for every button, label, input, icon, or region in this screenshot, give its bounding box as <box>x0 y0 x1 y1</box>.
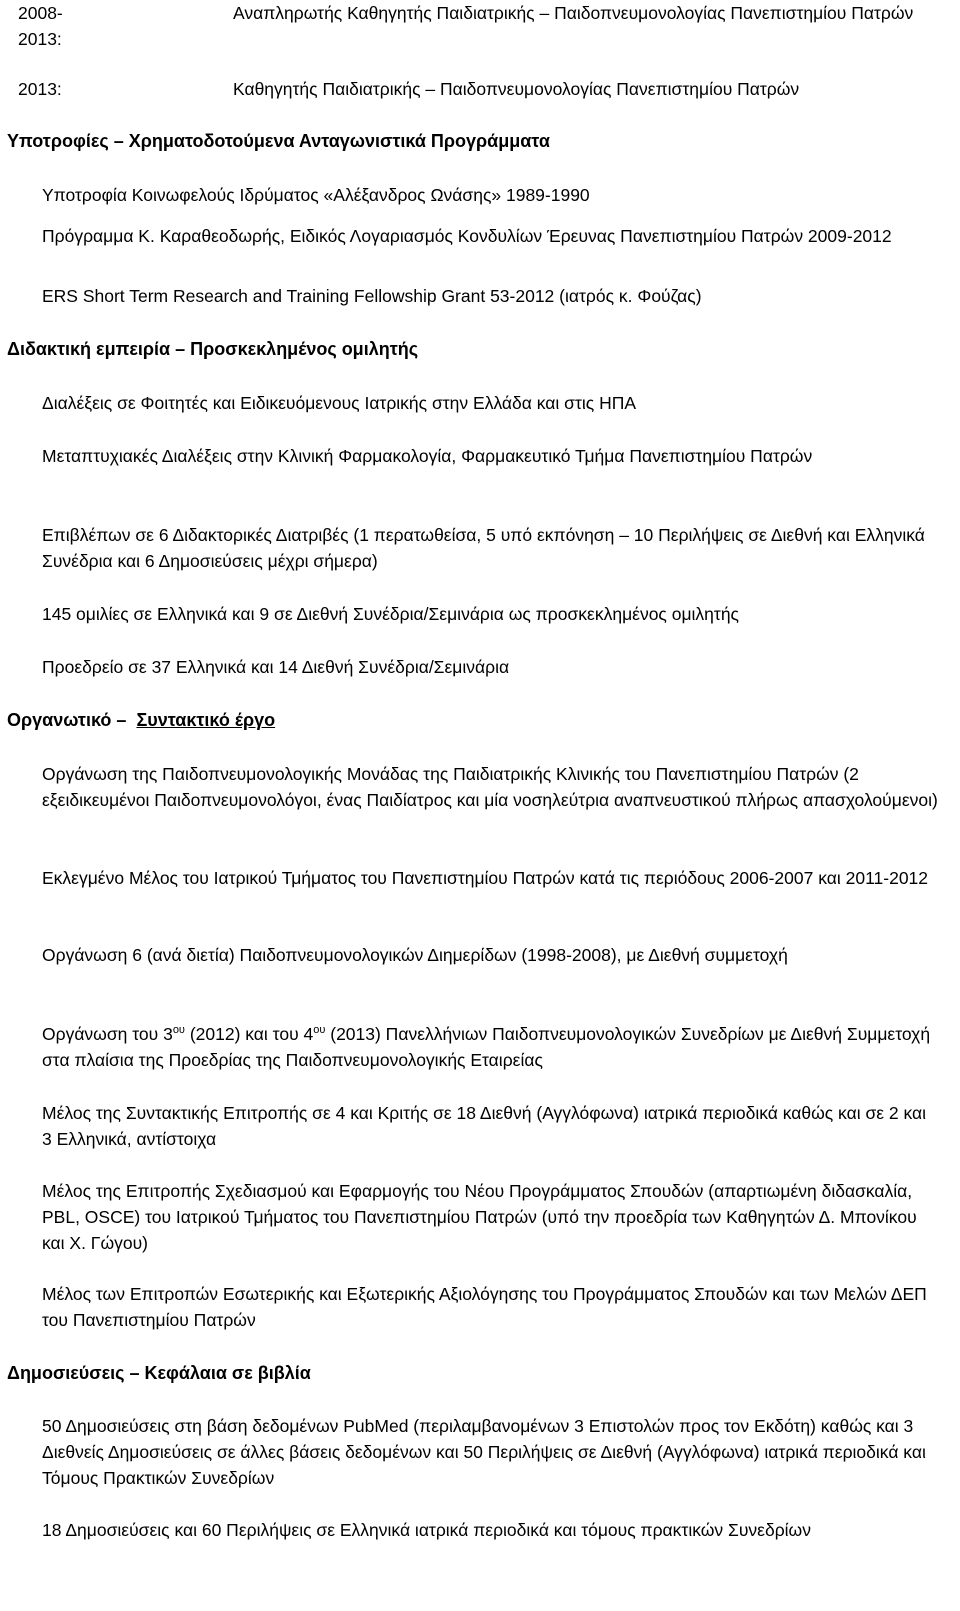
organizational-item: Μέλος της Επιτροπής Σχεδιασμού και Εφαρμογής του Νέου Προγράμματος Σπουδών (απαρτιωμένη διδασκαλία, PBL, OSCE) του Ιατρικού Τμήματος του Πανεπιστημίου Πατρών (υπό την προεδρία των Καθηγητών Δ. Μπονίκου και Χ. Γώγου) <box>42 1181 917 1253</box>
organizational-item: Μέλος της Συντακτικής Επιτροπής σε 4 και Κριτής σε 18 Διεθνή (Αγγλόφωνα) ιατρικά περιοδικά καθώς και σε 2 και 3 Ελληνικά, αντίστοιχα <box>42 1103 927 1149</box>
teaching-item: 145 ομιλίες σε Ελληνικά και 9 σε Διεθνή Συνέδρια/Σεμινάρια ως προσκεκλημένος ομιλητής <box>42 604 739 624</box>
organizational-heading-part1: Οργανωτικό – <box>7 710 127 730</box>
grant-item: Πρόγραμμα Κ. Καραθεοδωρής, Ειδικός Λογαριασμός Κονδυλίων Έρευνας Πανεπιστημίου Πατρών 2009-2012 <box>42 226 892 246</box>
teaching-item: Μεταπτυχιακές Διαλέξεις στην Κλινική Φαρμακολογία, Φαρμακευτικό Τμήμα Πανεπιστημίου Πατρών <box>42 446 813 466</box>
grant-item: ERS Short Term Research and Training Fellowship Grant 53-2012 (ιατρός κ. Φούζας) <box>42 286 702 306</box>
grants-heading: Υποτροφίες – Χρηματοδοτούμενα Ανταγωνιστικά Προγράμματα <box>7 131 550 151</box>
position-title: Καθηγητής Παιδιατρικής – Παιδοπνευμονολογίας Πανεπιστημίου Πατρών <box>233 79 800 99</box>
grant-item: Υποτροφία Κοινωφελούς Ιδρύματος «Αλέξανδρος Ωνάσης» 1989-1990 <box>42 185 590 205</box>
publication-item: 18 Δημοσιεύσεις και 60 Περιλήψεις σε Ελληνικά ιατρικά περιοδικά και τόμους πρακτικών Συνεδρίων <box>42 1520 811 1540</box>
teaching-item: Επιβλέπων σε 6 Διδακτορικές Διατριβές (1 περατωθείσα, 5 υπό εκπόνηση – 10 Περιλήψεις σε Διεθνή και Ελληνικά Συνέδρια και 6 Δημοσιεύσεις μέχρι σήμερα) <box>42 525 925 571</box>
publications-heading: Δημοσιεύσεις – Κεφάλαια σε βιβλία <box>7 1363 311 1383</box>
teaching-item: Προεδρείο σε 37 Ελληνικά και 14 Διεθνή Συνέδρια/Σεμινάρια <box>42 657 510 677</box>
organizational-item: Εκλεγμένο Μέλος του Ιατρικού Τμήματος του Πανεπιστημίου Πατρών κατά τις περιόδους 2006-2007 και 2011-2012 <box>42 868 929 888</box>
organizational-item: Οργάνωση της Παιδοπνευμονολογικής Μονάδας της Παιδιατρικής Κλινικής του Πανεπιστημίου Πατρών (2 εξειδικευμένοι Παιδοπνευμονολόγοι, ένας Παιδίατρος και μία νοσηλεύτρια αναπνευστικού πλήρως απασχολούμενοι) <box>42 764 938 810</box>
organizational-heading-part2: Συντακτικό έργο <box>136 710 276 730</box>
teaching-item: Διαλέξεις σε Φοιτητές και Ειδικευόμενους Ιατρικής στην Ελλάδα και στις ΗΠΑ <box>42 393 637 413</box>
teaching-heading: Διδακτική εμπειρία – Προσκεκλημένος ομιλητής <box>7 339 419 359</box>
position-years: 2013: <box>18 79 62 99</box>
position-years: 2008-2013: <box>18 3 63 49</box>
position-title: Αναπληρωτής Καθηγητής Παιδιατρικής – Παιδοπνευμονολογίας Πανεπιστημίου Πατρών <box>233 3 914 23</box>
publication-item: 50 Δημοσιεύσεις στη βάση δεδομένων PubMed (περιλαμβανομένων 3 Επιστολών προς τον Εκδότη) καθώς και 3 Διεθνείς Δημοσιεύσεις σε άλλες βάσεις δεδομένων και 50 Περιλήψεις σε Διεθνή (Αγγλόφωνα) ιατρικά περιοδικά και Τόμους Πρακτικών Συνεδρίων <box>42 1416 926 1488</box>
organizational-item: Μέλος των Επιτροπών Εσωτερικής και Εξωτερικής Αξιολόγησης του Προγράμματος Σπουδών και των Μελών ΔΕΠ του Πανεπιστημίου Πατρών <box>42 1284 927 1330</box>
organizational-item-congress: Οργάνωση του $3^{o\upsilon}$ (2012) και του $4^{o\upsilon}$ (2013) Πανελλήνιων Παιδοπνευμονολογικών Συνεδρίων με Διεθνή Συμμετοχή στα πλαίσια της Προεδρίας της Παιδοπνευμονολογικής Εταιρείας <box>42 1024 931 1070</box>
organizational-item: Οργάνωση 6 (ανά διετία) Παιδοπνευμονολογικών Διημερίδων (1998-2008), με Διεθνή συμμετοχή <box>42 945 788 965</box>
organizational-heading <box>7 707 275 733</box>
